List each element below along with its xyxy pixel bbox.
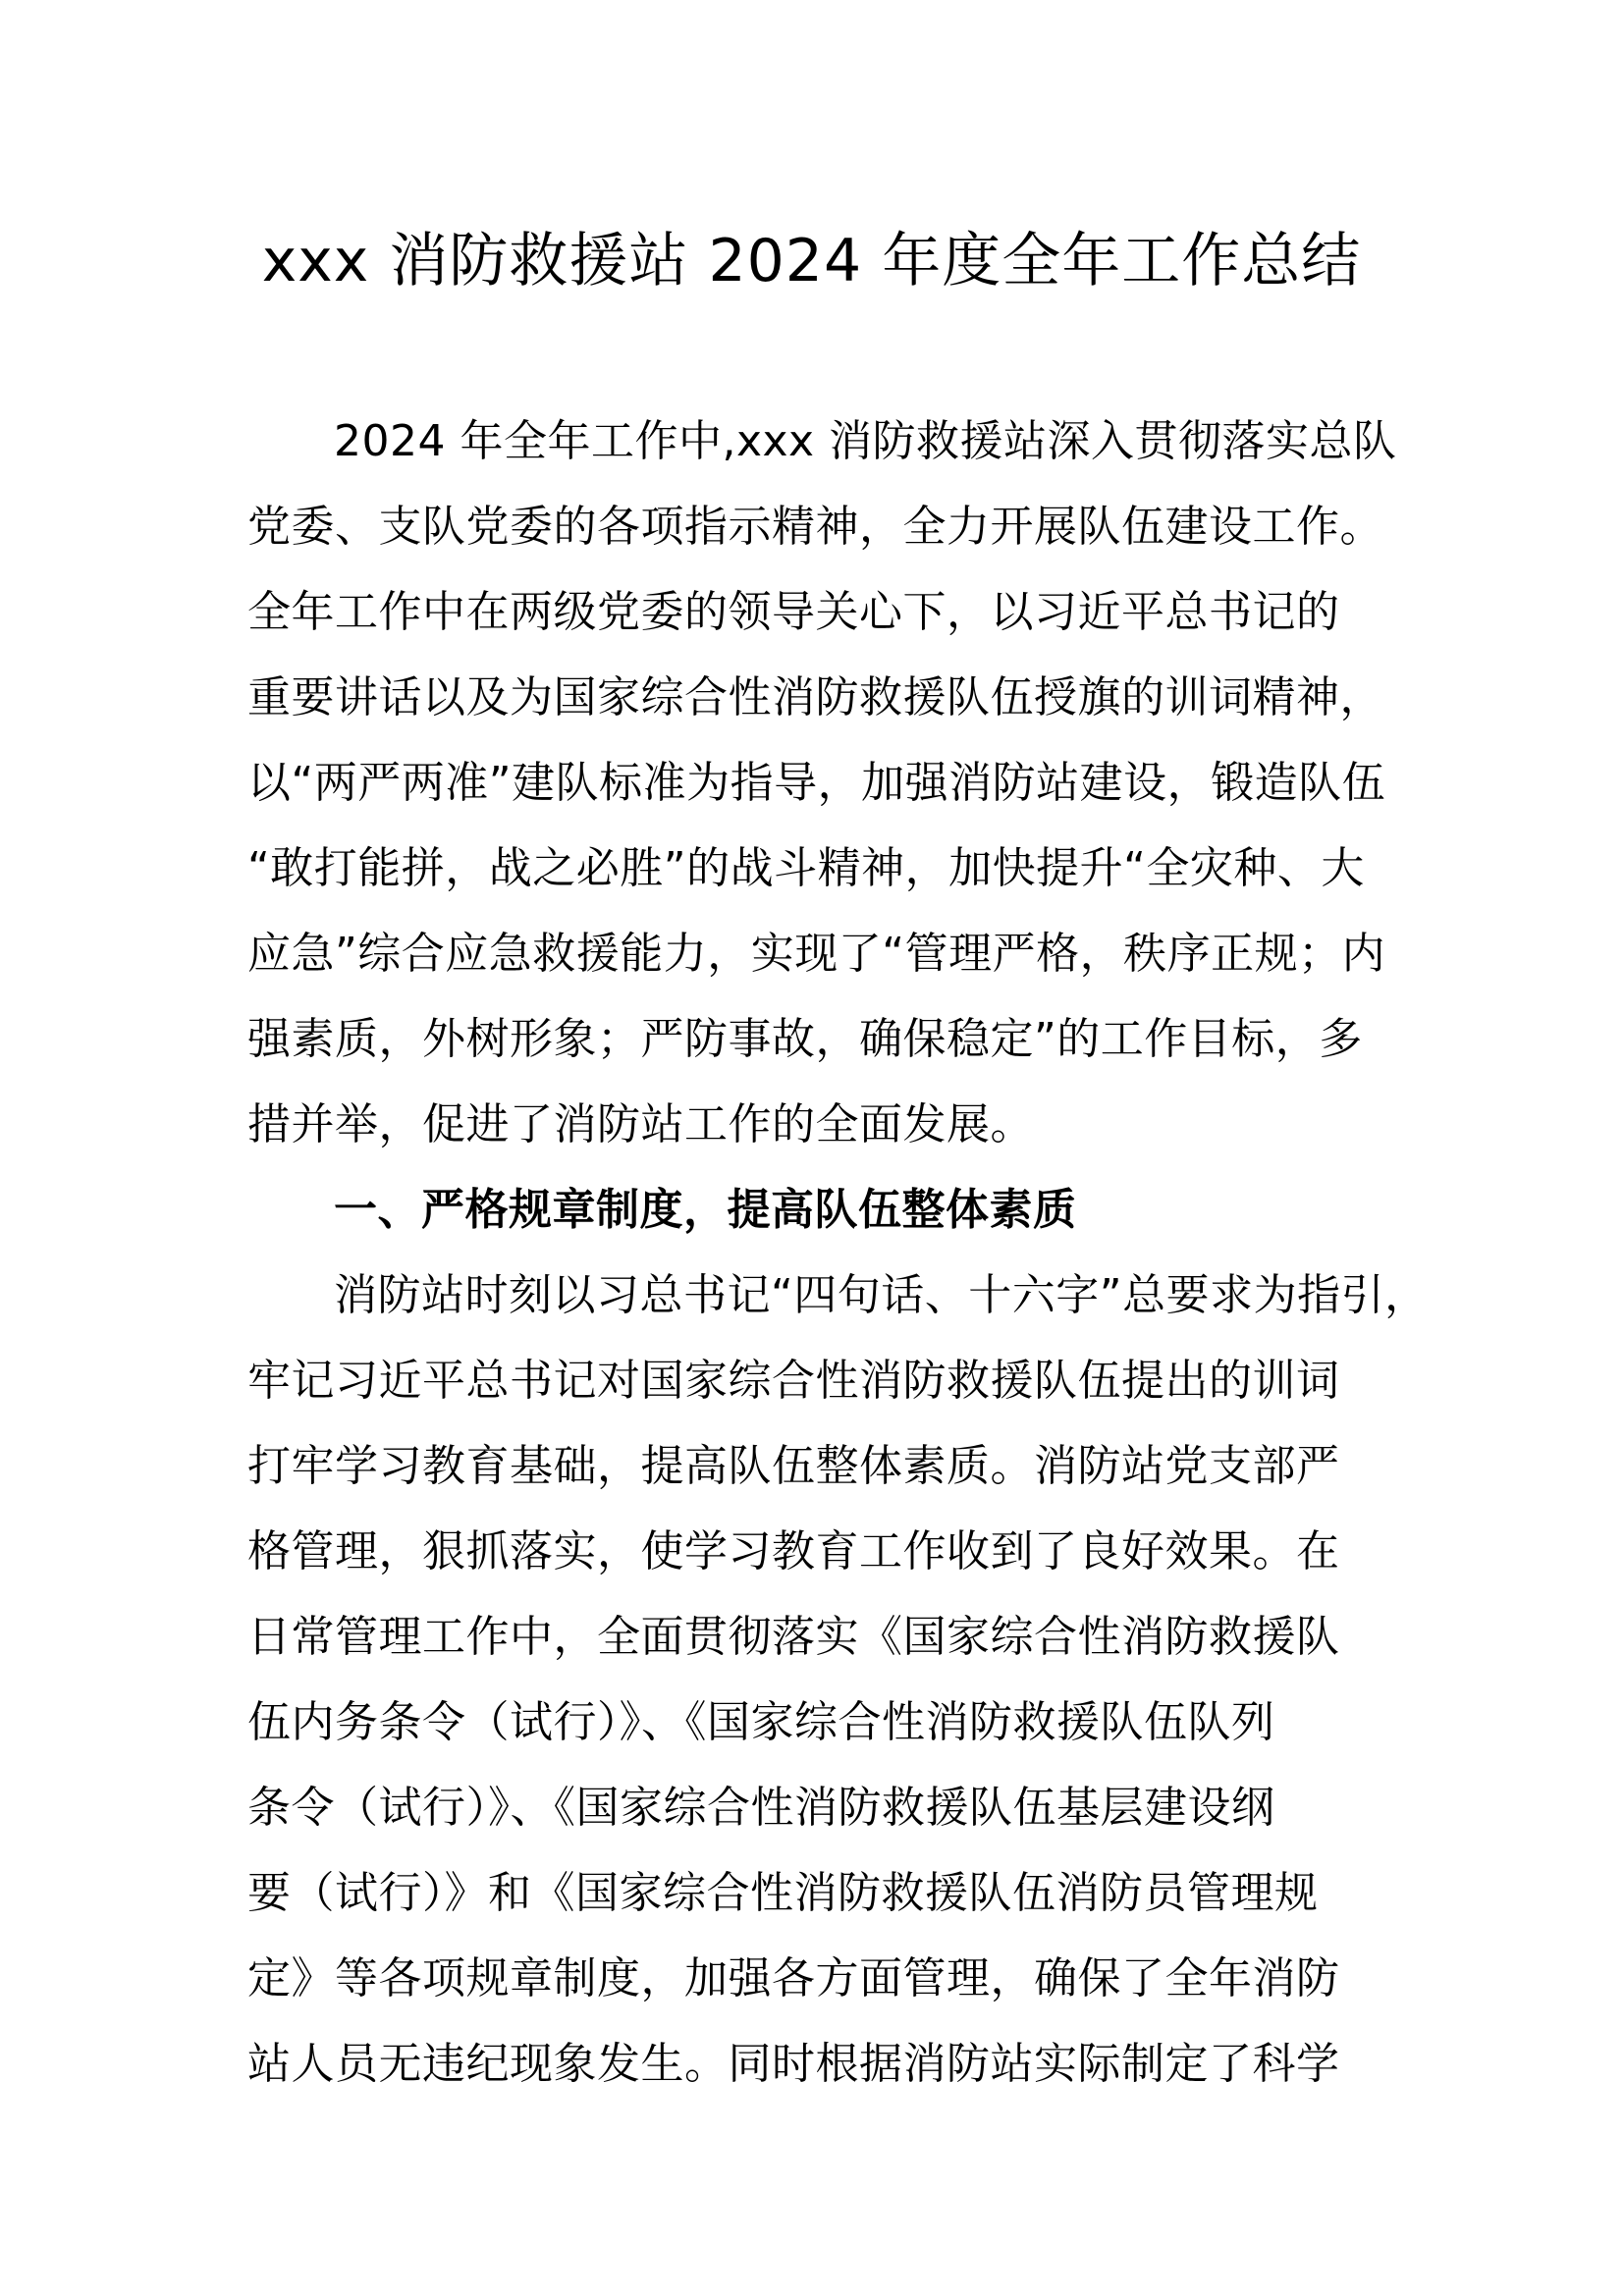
paragraph-line: 全年工作中在两级党委的领导关心下，以习近平总书记的 xyxy=(247,587,1340,637)
paragraph-line: 伍内务条令（试行）》、《国家综合性消防救援队伍队列 xyxy=(247,1697,1275,1747)
paragraph-section-one xyxy=(247,1253,1429,2107)
section-heading xyxy=(247,1167,1406,1253)
paragraph-line: 强素质，外树形象；严防事故，确保稳定”的工作目标，多 xyxy=(247,1014,1363,1064)
paragraph-line: 牢记习近平总书记对国家综合性消防救援队伍提出的训词 xyxy=(247,1356,1340,1406)
paragraph-line: 格管理，狠抓落实，使学习教育工作收到了良好效果。在 xyxy=(247,1526,1340,1576)
paragraph-line: 2024 年全年工作中,xxx 消防救援站深入贯彻落实总队 xyxy=(334,416,1397,466)
paragraph-line: 条令（试行）》、《国家综合性消防救援队伍基层建设纲 xyxy=(247,1783,1275,1833)
paragraph-line: 日常管理工作中，全面贯彻落实《国家综合性消防救援队 xyxy=(247,1612,1340,1662)
section-heading-text: 一、严格规章制度，提高队伍整体素质 xyxy=(334,1185,1077,1235)
paragraph-line: 党委、支队党委的各项指示精神，全力开展队伍建设工作。 xyxy=(247,502,1383,552)
paragraph-line: 打牢学习教育基础，提高队伍整体素质。消防站党支部严 xyxy=(247,1441,1340,1491)
paragraph-intro xyxy=(247,399,1406,1167)
paragraph-line: 消防站时刻以习总书记“四句话、十六字”总要求为指引， xyxy=(334,1270,1429,1320)
paragraph-line: “敢打能拼，战之必胜”的战斗精神，加快提升“全灾种、大 xyxy=(247,843,1365,893)
paragraph-line: 以“两严两准”建队标准为指导，加强消防站建设，锻造队伍 xyxy=(247,758,1386,808)
paragraph-line: 措并举，促进了消防站工作的全面发展。 xyxy=(247,1099,1034,1149)
paragraph-line: 应急”综合应急救援能力，实现了“管理严格，秩序正规；内 xyxy=(247,929,1386,979)
paragraph-line: 重要讲话以及为国家综合性消防救援队伍授旗的训词精神， xyxy=(247,672,1383,722)
paragraph-line: 定》等各项规章制度，加强各方面管理，确保了全年消防 xyxy=(247,1953,1340,2003)
paragraph-line: 站人员无违纪现象发生。同时根据消防站实际制定了科学 xyxy=(247,2039,1340,2089)
document-title: xxx 消防救援站 2024 年度全年工作总结 xyxy=(261,227,1362,295)
paragraph-line: 要（试行）》和《国家综合性消防救援队伍消防员管理规 xyxy=(247,1868,1319,1918)
